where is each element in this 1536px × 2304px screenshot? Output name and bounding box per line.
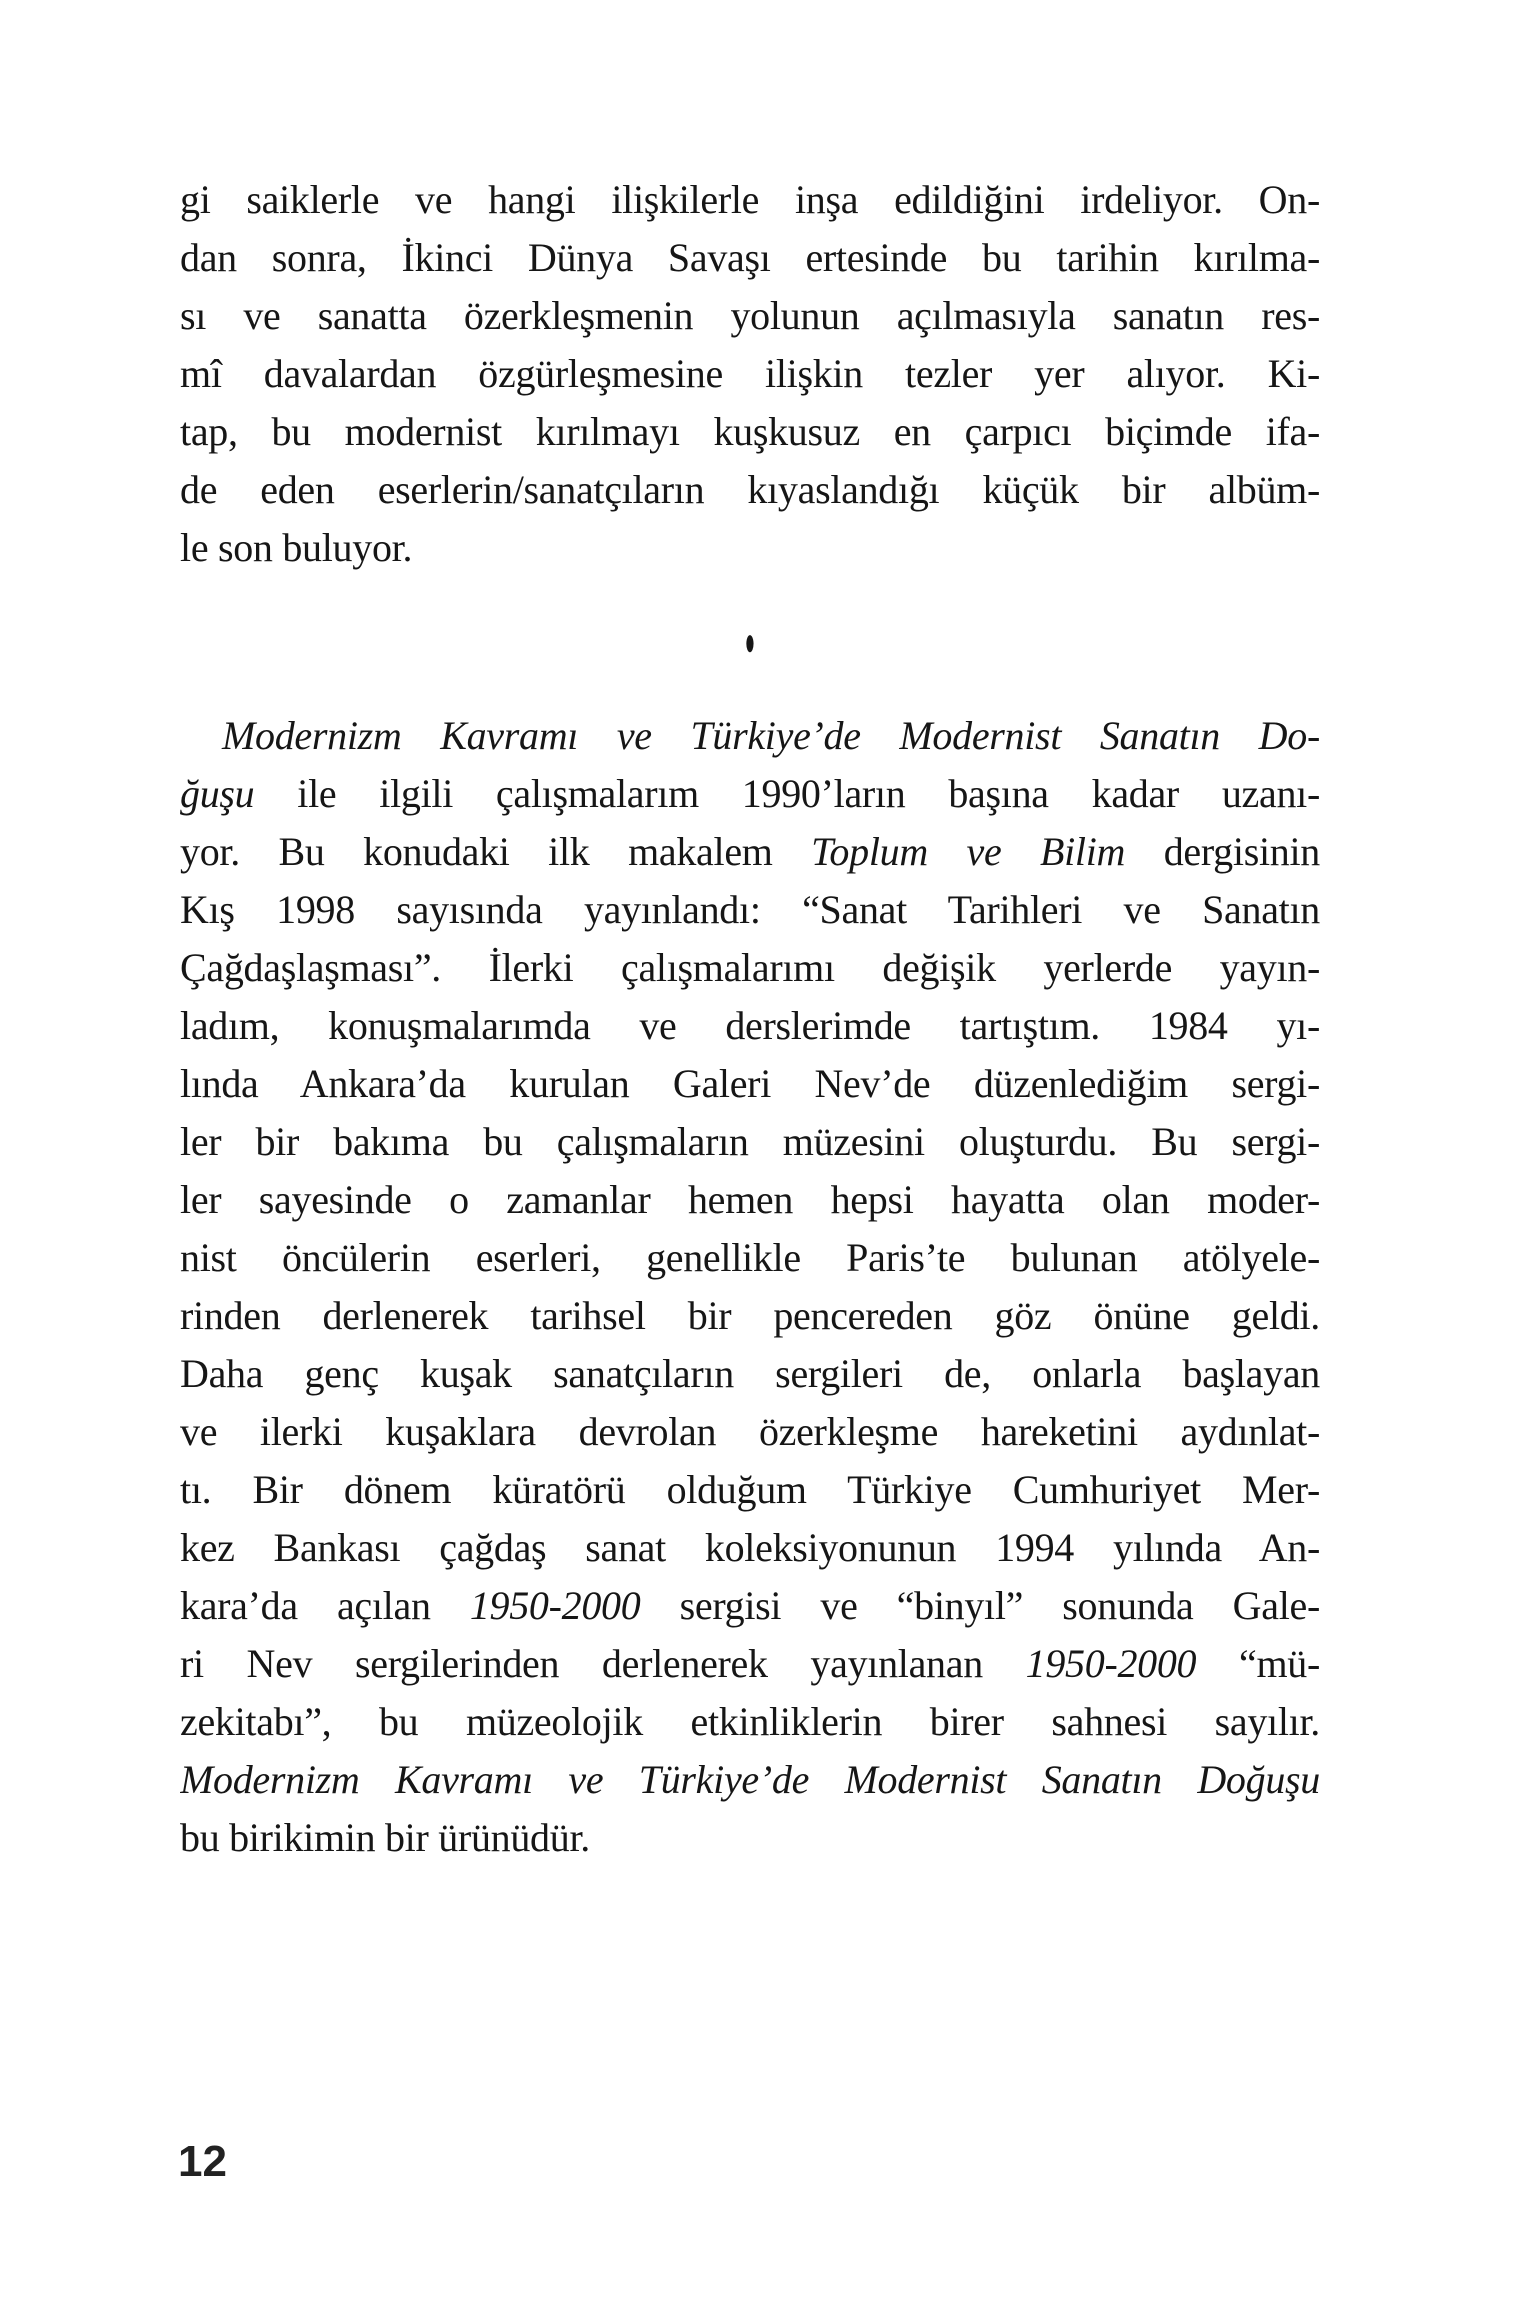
text-segment: Çağdaşlaşması”. İlerki çalışmalarımı değişik yerlerde yayın-: [180, 945, 1320, 990]
page-number: 12: [178, 2137, 227, 2186]
text-segment: “mü-: [1196, 1641, 1320, 1686]
text-segment: ve ilerki kuşaklara devrolan özerkleşme hareketini aydınlat-: [180, 1409, 1320, 1454]
text-segment: de eden eserlerin/sanatçıların kıyaslandığı küçük bir albüm-: [180, 467, 1320, 512]
text-line: [180, 1229, 1320, 1287]
text-segment: zekitabı”, bu müzeolojik etkinliklerin birer sahnesi sayılır.: [180, 1699, 1320, 1744]
text-segment: ler bir bakıma bu çalışmaların müzesini oluşturdu. Bu sergi-: [180, 1119, 1320, 1164]
text-line: [180, 1287, 1320, 1345]
text-segment: gi saiklerle ve hangi ilişkilerle inşa edildiğini irdeliyor. On-: [180, 177, 1320, 222]
text-line: [180, 345, 1320, 403]
text-line: [180, 707, 1320, 765]
text-line: [180, 1113, 1320, 1171]
text-segment: ler sayesinde o zamanlar hemen hepsi hayatta olan moder-: [180, 1177, 1320, 1222]
italic-text-segment: 1950-2000: [1025, 1641, 1197, 1686]
text-line: [180, 765, 1320, 823]
text-segment: Kış 1998 sayısında yayınlandı: “Sanat Tarihleri ve Sanatın: [180, 887, 1320, 932]
italic-text-segment: Modernizm Kavramı ve Türkiye’de Modernist Sanatın Doğuşu: [180, 1757, 1320, 1802]
text-segment: ladım, konuşmalarımda ve derslerimde tartıştım. 1984 yı-: [180, 1003, 1320, 1048]
text-segment: dergisinin: [1125, 829, 1320, 874]
italic-text-segment: Toplum ve Bilim: [811, 829, 1126, 874]
text-line: [180, 287, 1320, 345]
page-body: [180, 171, 1320, 1867]
italic-text-segment: Modernizm Kavramı ve Türkiye’de Modernist Sanatın Do-: [222, 713, 1320, 758]
text-segment: mî davalardan özgürleşmesine ilişkin tezler yer alıyor. Ki-: [180, 351, 1320, 396]
text-segment: lında Ankara’da kurulan Galeri Nev’de düzenlediğim sergi-: [180, 1061, 1320, 1106]
text-line: [180, 1345, 1320, 1403]
text-line: [180, 881, 1320, 939]
text-segment: rinden derlenerek tarihsel bir pencereden göz önüne geldi.: [180, 1293, 1320, 1338]
text-segment: tı. Bir dönem küratörü olduğum Türkiye Cumhuriyet Mer-: [180, 1467, 1320, 1512]
paragraph: [180, 171, 1320, 577]
text-line: [180, 997, 1320, 1055]
text-segment: kez Bankası çağdaş sanat koleksiyonunun 1994 yılında An-: [180, 1525, 1320, 1570]
italic-text-segment: 1950-2000: [469, 1583, 641, 1628]
text-line: [180, 461, 1320, 519]
text-segment: ri Nev sergilerinden derlenerek yayınlanan: [180, 1641, 1026, 1686]
italic-text-segment: ğuşu: [180, 771, 255, 816]
text-line: [180, 1751, 1320, 1809]
text-segment: dan sonra, İkinci Dünya Savaşı ertesinde bu tarihin kırılma-: [180, 235, 1320, 280]
text-segment: sergisi ve “binyıl” sonunda Gale-: [640, 1583, 1320, 1628]
text-line: [180, 519, 1320, 577]
section-separator: [180, 577, 1320, 707]
text-segment: yor. Bu konudaki ilk makalem: [180, 829, 812, 874]
paragraph: [180, 707, 1320, 1867]
text-segment: Daha genç kuşak sanatçıların sergileri de, onlarla başlayan: [180, 1351, 1320, 1396]
text-segment: le son buluyor.: [180, 525, 413, 570]
text-line: [180, 1809, 1320, 1867]
text-segment: kara’da açılan: [180, 1583, 470, 1628]
text-line: [180, 1693, 1320, 1751]
text-segment: sı ve sanatta özerkleşmenin yolunun açılmasıyla sanatın res-: [180, 293, 1320, 338]
text-line: [180, 1519, 1320, 1577]
text-line: [180, 171, 1320, 229]
text-segment: nist öncülerin eserleri, genellikle Paris’te bulunan atölyele-: [180, 1235, 1320, 1280]
text-segment: bu birikimin bir ürünüdür.: [180, 1815, 590, 1860]
text-line: [180, 1635, 1320, 1693]
text-line: [180, 1403, 1320, 1461]
text-line: [180, 1055, 1320, 1113]
text-line: [180, 939, 1320, 997]
bullet-icon: ●: [744, 619, 756, 664]
text-line: [180, 403, 1320, 461]
text-segment: ile ilgili çalışmalarım 1990’ların başına kadar uzanı-: [254, 771, 1320, 816]
text-line: [180, 1171, 1320, 1229]
text-line: [180, 1577, 1320, 1635]
text-line: [180, 1461, 1320, 1519]
text-line: [180, 823, 1320, 881]
text-line: [180, 229, 1320, 287]
text-segment: tap, bu modernist kırılmayı kuşkusuz en çarpıcı biçimde ifa-: [180, 409, 1320, 454]
